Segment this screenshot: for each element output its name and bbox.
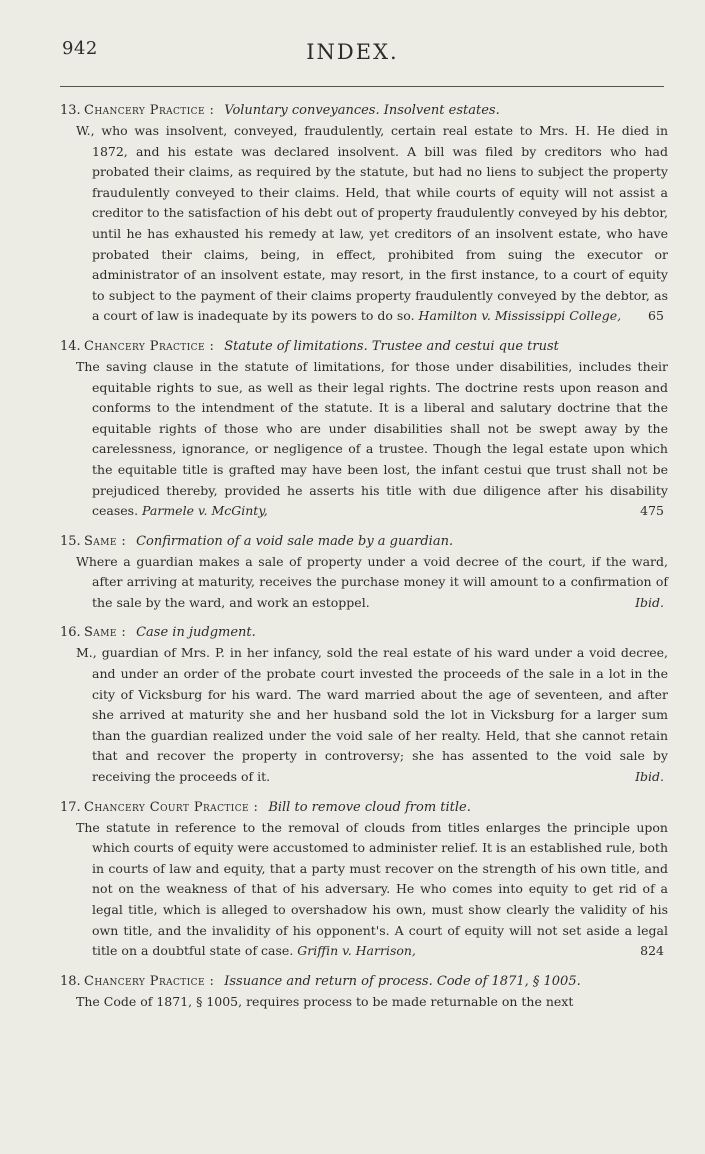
entry-page-ref: 824 [640,943,664,959]
entry-text: Where a guardian makes a sale of property under a void decree of the court, if the ward, after arriving at maturity, receives the purchase money it will amount to a confirmation of the sale by the ward, and work an estoppel. [76,553,668,610]
entry-page-ref: 65 [648,308,664,324]
entry-topic: Issuance and return of process. Code of 1871, § 1005. [224,973,581,989]
entry-head [60,622,668,643]
entry-text: W., who was insolvent, conveyed, fraudulently, certain real estate to Mrs. H. He died in 1872, and his estate was declared insolvent. A bill was filed by creditors who had probated their claims, as required by the statute, but had no liens to subject the property fraudulently conveyed to their claims. Held, that while courts of equity will not assist a creditor to the satisfaction of his debt out of property fraudulently conveyed by his debtor, until he has exhausted his remedy at law, yet creditors of an insolvent estate, who have probated their claims, being, in effect, prohibited from suing the executor or administrator of an insolvent estate, may resort, in the first instance, to a court of equity to subject to the payment of their claims property fraudulently conveyed by the debtor, as a court of law is inadequate by its powers to do so. [76,123,668,324]
entry-heading: Chancery Court Practice : [84,799,259,815]
entry-number: 17. [60,799,81,815]
index-entry-17 [60,797,668,962]
entry-text-block [60,643,668,787]
index-entries [60,100,668,1021]
entry-text-block [60,818,668,962]
entry-heading: Same : [84,533,127,549]
entry-text-block [60,357,668,522]
entry-citation: Hamilton v. Mississippi College, [418,308,622,324]
entry-heading: Chancery Practice : [84,973,215,989]
entry-text-block [60,992,668,1013]
index-entry-15 [60,531,668,614]
page-title: INDEX. [306,40,399,64]
entry-number: 15. [60,533,81,549]
entry-page-ref: Ibid. [635,769,664,785]
entry-number: 18. [60,973,81,989]
entry-head [60,971,668,992]
entry-page-ref: Ibid. [635,594,664,610]
entry-topic: Case in judgment. [136,625,256,641]
entry-page-ref: 475 [640,503,664,519]
index-entry-14 [60,336,668,522]
index-entry-13 [60,100,668,327]
entry-heading: Same : [84,625,127,641]
entry-text: M., guardian of Mrs. P. in her infancy, sold the real estate of his ward under a void decree, and under an order of the probate court invested the proceeds of the sale in a lot in the city of Vicksburg for his ward. The ward married about the age of seventeen, and after she arrived at maturity she and her husband sold the lot in Vicksburg for a larger sum than the guardian realized under the void sale of her realty. Held, that she cannot retain that and recover the property in controversy; she has assented to the void sale by receiving the proceeds of it. [76,645,668,785]
entry-number: 16. [60,625,81,641]
entry-topic: Voluntary conveyances. Insolvent estates. [224,103,500,118]
entry-text-block [60,121,668,327]
page-number: 942 [62,38,98,59]
entry-topic: Statute of limitations. Trustee and cestui que trust [224,338,559,354]
entry-citation: Parmele v. McGinty, [142,503,268,519]
entry-text: The saving clause in the statute of limitations, for those under disabilities, includes their equitable rights to sue, as well as their legal rights. The doctrine rests upon reason and conforms to the intendment of the statute. It is a liberal and salutary doctrine that the equitable rights of those who are under disabilities shall not be swept away by the carelessness, ignorance, or negligence of a trustee. Though the legal estate upon which the equitable title is grafted may have been lost, the infant cestui que trust shall not be prejudiced thereby, provided he asserts his title with due diligence after his disability ceases. [76,358,668,519]
index-entry-16 [60,622,668,787]
entry-text: The Code of 1871, § 1005, requires process to be made returnable on the next [76,993,574,1009]
entry-text-block [60,552,668,614]
entry-head [60,531,668,552]
entry-heading: Chancery Practice : [84,338,215,354]
entry-heading: Chancery Practice : [84,103,215,118]
header-rule [60,86,664,87]
entry-citation: Griffin v. Harrison, [297,943,416,959]
entry-number: 14. [60,338,81,354]
entry-topic: Bill to remove cloud from title. [268,799,471,815]
entry-topic: Confirmation of a void sale made by a guardian. [136,533,454,549]
entry-head [60,100,668,121]
entry-text: The statute in reference to the removal of clouds from titles enlarges the principle upon which courts of equity were accustomed to administer relief. It is an established rule, both in courts of law and equity, that a party must recover on the strength of his own title, and not on the weakness of that of his adversary. He who comes into equity to get rid of a legal title, which is alleged to overshadow his own, must show clearly the validity of his own title, and the invalidity of his opponent's. A court of equity will not set aside a legal title on a doubtful state of case. [76,819,668,959]
index-entry-18 [60,971,668,1013]
entry-head [60,797,668,818]
entry-number: 13. [60,103,81,118]
entry-head [60,336,668,357]
